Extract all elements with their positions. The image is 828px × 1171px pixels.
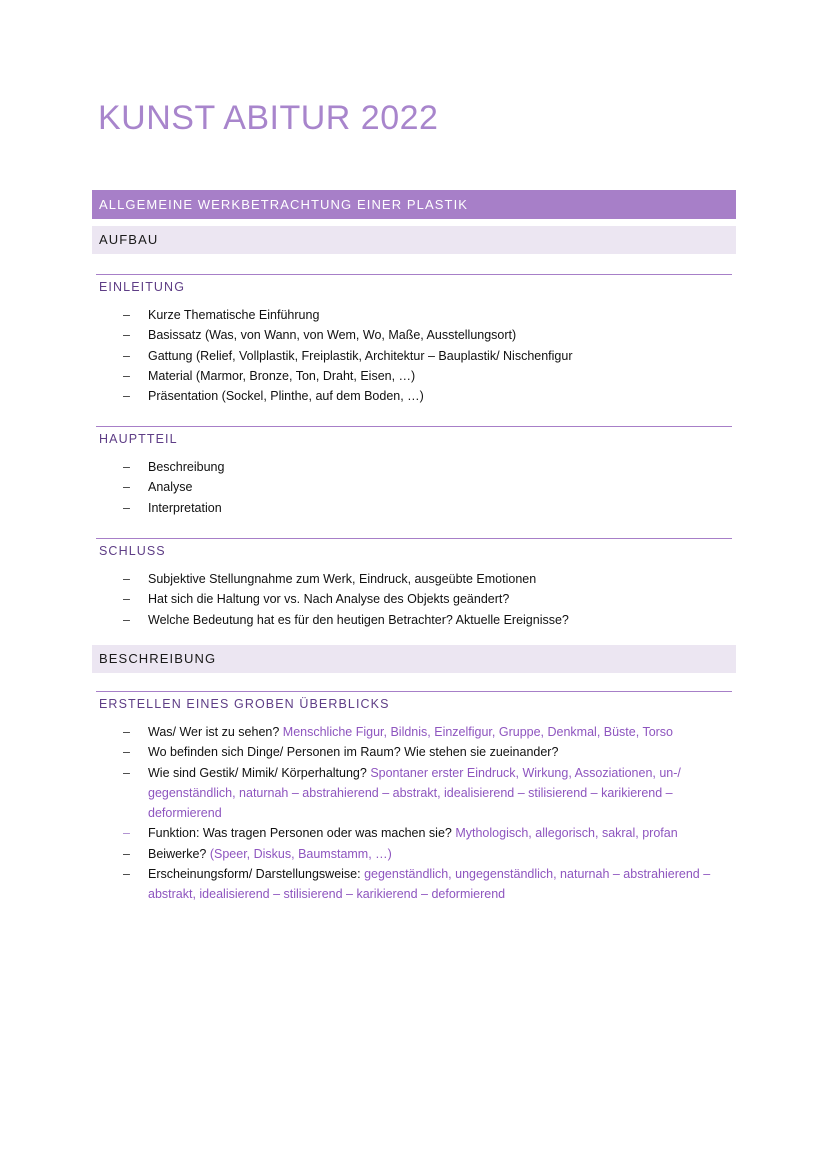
section-divider <box>96 426 732 427</box>
dash-bullet: – <box>123 500 130 515</box>
section-heading: ERSTELLEN EINES GROBEN ÜBERBLICKS <box>99 697 390 711</box>
dash-bullet: – <box>123 368 130 383</box>
list-item: – Kurze Thematische Einführung <box>92 305 732 325</box>
dash-bullet: – <box>123 572 130 586</box>
dash-bullet: – <box>123 867 130 882</box>
dash-bullet: – <box>123 328 130 343</box>
dash-bullet: – <box>123 480 130 495</box>
list-item: – Analyse <box>92 477 732 497</box>
dash-bullet: – <box>123 846 130 861</box>
list-item: – Interpretation <box>92 498 732 518</box>
list-item: – Hat sich die Haltung vor vs. Nach Analyse des Objekts geändert? <box>92 589 732 609</box>
section-einleitung <box>92 274 732 406</box>
list-item: – Beschreibung <box>92 457 732 477</box>
section-ueberblick <box>92 691 732 905</box>
document-title: KUNST ABITUR 2022 <box>98 99 439 137</box>
list-item: – Basissatz (Was, von Wann, von Wem, Wo, Maße, Ausstellungsort) <box>92 325 732 345</box>
list-item: – Material (Marmor, Bronze, Ton, Draht, Eisen, …) <box>92 366 732 386</box>
section-heading: HAUPTTEIL <box>99 432 178 446</box>
section-hauptteil <box>92 426 732 518</box>
dash-bullet: – <box>123 765 130 780</box>
dash-bullet: – <box>123 826 130 841</box>
section-schluss <box>92 538 732 630</box>
dash-bullet: – <box>123 745 130 760</box>
dash-bullet: – <box>123 725 130 739</box>
list-item: – Welche Bedeutung hat es für den heutigen Betrachter? Aktuelle Ereignisse? <box>92 610 732 630</box>
dash-bullet: – <box>123 612 130 627</box>
list-item: – Beiwerke? (Speer, Diskus, Baumstamm, …) <box>92 844 732 864</box>
list-item: – Gattung (Relief, Vollplastik, Freiplastik, Architektur – Bauplastik/ Nischenfigur <box>92 346 732 366</box>
section-divider <box>96 691 732 692</box>
list-item: – Wo befinden sich Dinge/ Personen im Raum? Wie stehen sie zueinander? <box>92 742 732 762</box>
section-divider <box>96 538 732 539</box>
hauptteil-list <box>92 457 732 518</box>
section-heading: SCHLUSS <box>99 544 166 558</box>
dash-bullet: – <box>123 308 130 322</box>
list-item: – Subjektive Stellungnahme zum Werk, Eindruck, ausgeübte Emotionen <box>92 569 732 589</box>
section-heading: EINLEITUNG <box>99 280 186 294</box>
ueberblick-list <box>92 722 732 905</box>
list-item: – Präsentation (Sockel, Plinthe, auf dem Boden, …) <box>92 386 732 406</box>
section-divider <box>96 274 732 275</box>
dash-bullet: – <box>123 592 130 607</box>
schluss-list <box>92 569 732 630</box>
list-item: – Funktion: Was tragen Personen oder was machen sie? Mythologisch, allegorisch, sakral, profan <box>92 823 732 843</box>
dash-bullet: – <box>123 460 130 474</box>
list-item: – Wie sind Gestik/ Mimik/ Körperhaltung? Spontaner erster Eindruck, Wirkung, Assoziationen, un-/ gegenständlich, naturnah – abstrahierend – abstrakt, idealisierend – stilisierend – karikierend – deformierend <box>92 763 732 824</box>
list-item: – Erscheinungsform/ Darstellungsweise: gegenständlich, ungegenständlich, naturnah – abstrahierend – abstrakt, idealisierend – stilisierend – karikierend – deformierend <box>92 864 732 905</box>
topic-banner: ALLGEMEINE WERKBETRACHTUNG EINER PLASTIK <box>92 190 736 219</box>
dash-bullet: – <box>123 348 130 363</box>
band-beschreibung: BESCHREIBUNG <box>92 645 736 673</box>
band-aufbau: AUFBAU <box>92 226 736 254</box>
einleitung-list <box>92 305 732 406</box>
list-item: – Was/ Wer ist zu sehen? Menschliche Figur, Bildnis, Einzelfigur, Gruppe, Denkmal, Büste, Torso <box>92 722 732 742</box>
dash-bullet: – <box>123 389 130 404</box>
